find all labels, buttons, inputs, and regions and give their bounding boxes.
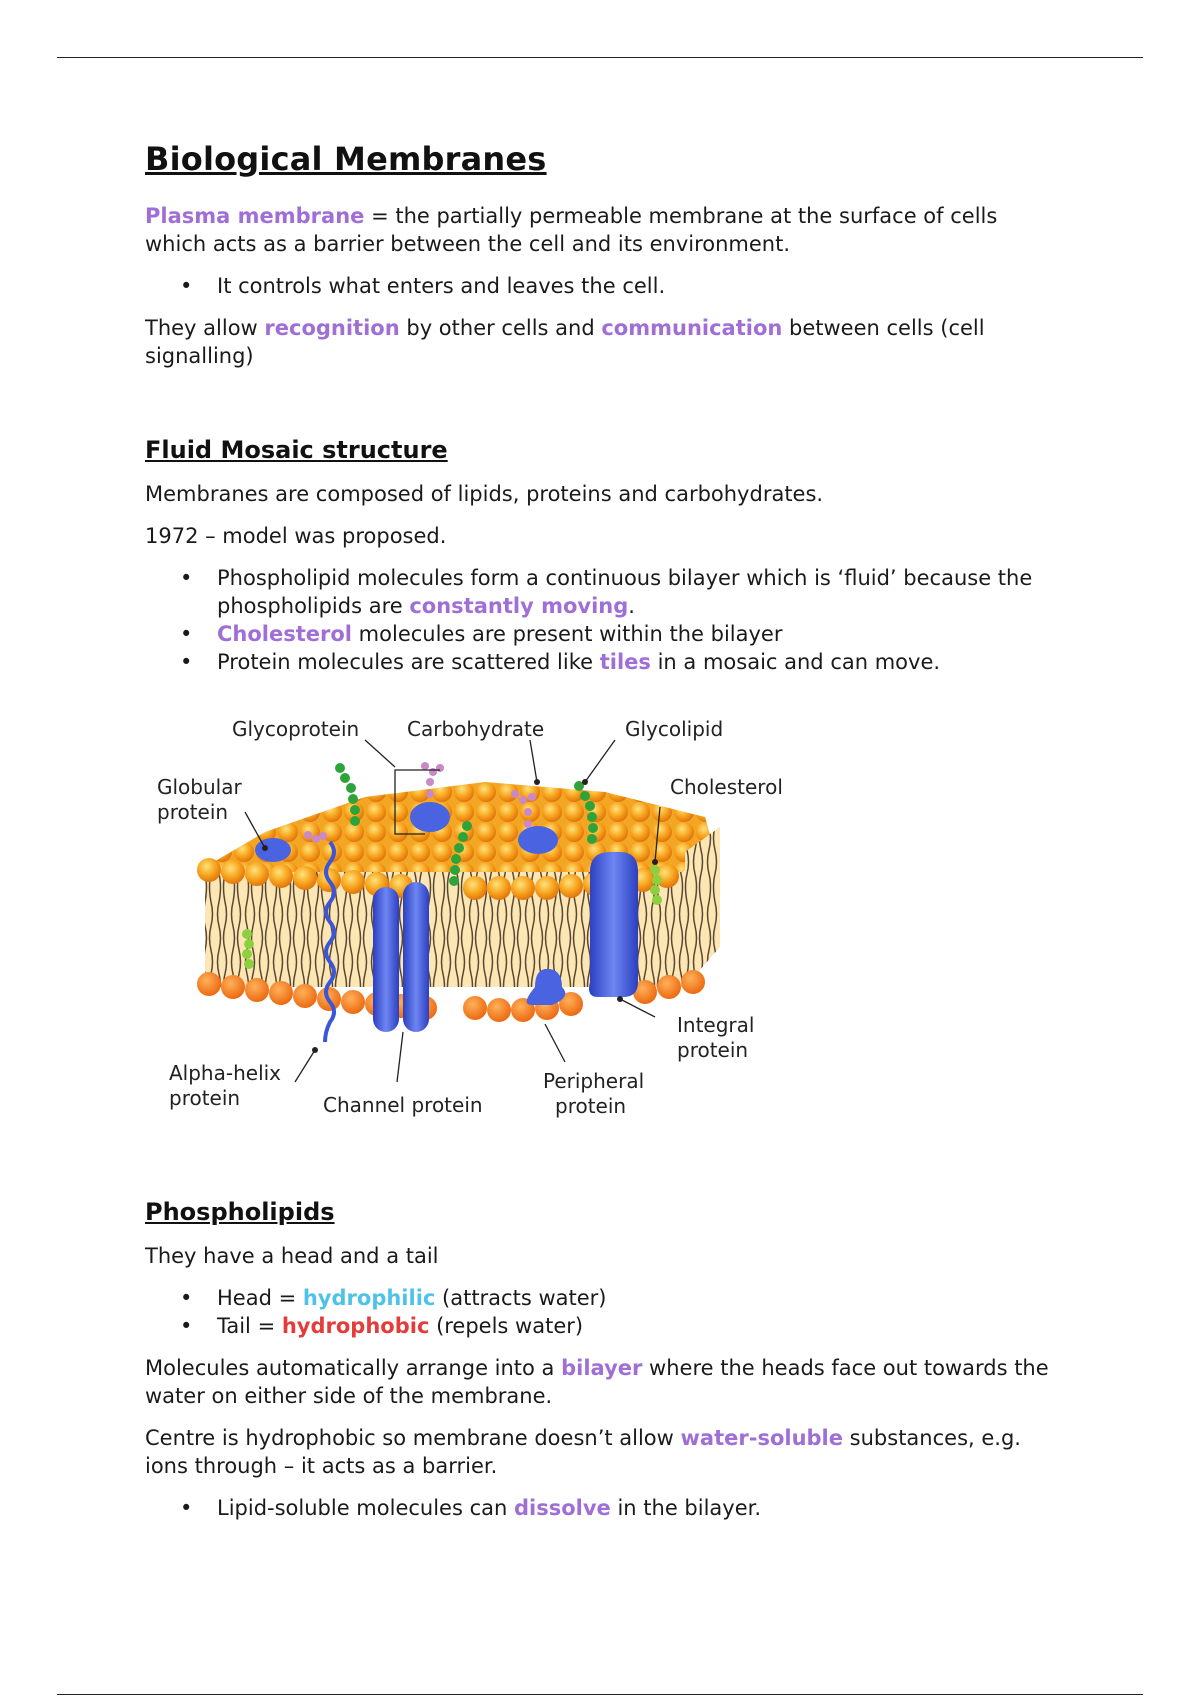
- label-globular-line2: protein: [157, 800, 229, 824]
- header-rule: [57, 57, 1143, 58]
- section-heading-phospholipids: Phospholipids: [145, 1198, 335, 1226]
- term-constantly-moving: constantly moving: [409, 594, 629, 618]
- text-run: (repels water): [429, 1314, 584, 1338]
- label-carbohydrate: Carbohydrate: [407, 717, 545, 741]
- text-run: .: [628, 594, 635, 618]
- list-item: [145, 1284, 1065, 1312]
- list-item: [145, 648, 1065, 676]
- text-run: Centre is hydrophobic so membrane doesn’t allow: [145, 1426, 681, 1450]
- label-alpha-helix-line2: protein: [169, 1086, 241, 1110]
- label-peripheral-line2: protein: [555, 1094, 627, 1118]
- list-item: [145, 1494, 1065, 1522]
- label-glycoprotein: Glycoprotein: [232, 717, 360, 741]
- list-item: [145, 564, 1065, 620]
- term-dissolve: dissolve: [513, 1496, 611, 1520]
- membrane-illustration: [145, 702, 905, 1162]
- term-recognition: recognition: [264, 316, 400, 340]
- text-run: in a mosaic and can move.: [650, 650, 941, 674]
- intro-paragraph: [145, 202, 1065, 258]
- surface-protein: [518, 826, 558, 854]
- label-cholesterol: Cholesterol: [670, 775, 783, 799]
- term-plasma-membrane: Plasma membrane: [145, 204, 365, 228]
- label-glycolipid: Glycolipid: [625, 717, 724, 741]
- label-channel-protein: Channel protein: [323, 1093, 483, 1117]
- document-body: [145, 140, 1065, 1536]
- glycoprotein-body: [410, 802, 450, 832]
- text-run: substances, e.g. ions through – it acts as a barrier.: [145, 1426, 1021, 1478]
- fluid-mosaic-list: [145, 564, 1065, 676]
- label-alpha-helix-line1: Alpha-helix: [169, 1061, 282, 1085]
- phospholipids-list: [145, 1284, 1065, 1340]
- membrane-diagram: [145, 702, 905, 1162]
- fluid-mosaic-para-2: 1972 – model was proposed.: [145, 524, 447, 548]
- label-integral-line1: Integral: [677, 1013, 755, 1037]
- text-run: (attracts water): [435, 1286, 607, 1310]
- section-heading-fluid-mosaic: Fluid Mosaic structure: [145, 436, 448, 464]
- text-run: Head =: [217, 1286, 303, 1310]
- term-tiles: tiles: [599, 650, 651, 674]
- list-item: • It controls what enters and leaves the cell.: [145, 272, 1065, 300]
- text-run: Tail =: [217, 1314, 282, 1338]
- fluid-mosaic-para-1: Membranes are composed of lipids, proteins and carbohydrates.: [145, 482, 824, 506]
- globular-protein: [255, 838, 291, 862]
- text-run: in the bilayer.: [610, 1496, 762, 1520]
- integral-protein: [589, 852, 638, 997]
- term-communication: communication: [601, 316, 783, 340]
- recognition-paragraph: [145, 314, 1065, 370]
- text-run: Lipid-soluble molecules can: [217, 1496, 514, 1520]
- phospholipids-list-2: [145, 1494, 1065, 1522]
- bilayer-side-tails: [685, 827, 720, 987]
- text-run: They allow: [145, 316, 265, 340]
- text-run: between cells (cell signalling): [145, 316, 985, 368]
- intro-list: [145, 272, 1065, 300]
- phospholipids-para-1: They have a head and a tail: [145, 1244, 439, 1268]
- list-item: [145, 1312, 1065, 1340]
- text-run: Molecules automatically arrange into a: [145, 1356, 562, 1380]
- intro-definition: = the partially permeable membrane at the surface of cells which acts as a barrier between the cell and its environment.: [145, 204, 998, 256]
- term-water-soluble: water-soluble: [680, 1426, 843, 1450]
- label-peripheral-line1: Peripheral: [543, 1069, 645, 1093]
- label-globular-line1: Globular: [157, 775, 242, 799]
- phospholipids-para-3: [145, 1424, 1065, 1480]
- term-hydrophobic: hydrophobic: [281, 1314, 430, 1338]
- text-run: Protein molecules are scattered like: [217, 650, 600, 674]
- label-integral-line2: protein: [677, 1038, 749, 1062]
- phospholipids-para-2: [145, 1354, 1065, 1410]
- text-run: by other cells and: [399, 316, 602, 340]
- footer-rule: [57, 1694, 1143, 1695]
- text-run: molecules are present within the bilayer: [352, 622, 783, 646]
- list-item: [145, 620, 1065, 648]
- text-run: where the heads face out towards the water on either side of the membrane.: [145, 1356, 1049, 1408]
- page-title: Biological Membranes: [145, 140, 547, 178]
- term-cholesterol: Cholesterol: [217, 622, 352, 646]
- term-bilayer: bilayer: [561, 1356, 643, 1380]
- term-hydrophilic: hydrophilic: [302, 1286, 436, 1310]
- text-run: Phospholipid molecules form a continuous bilayer which is ‘fluid’ because the phospholipids are: [217, 566, 1033, 618]
